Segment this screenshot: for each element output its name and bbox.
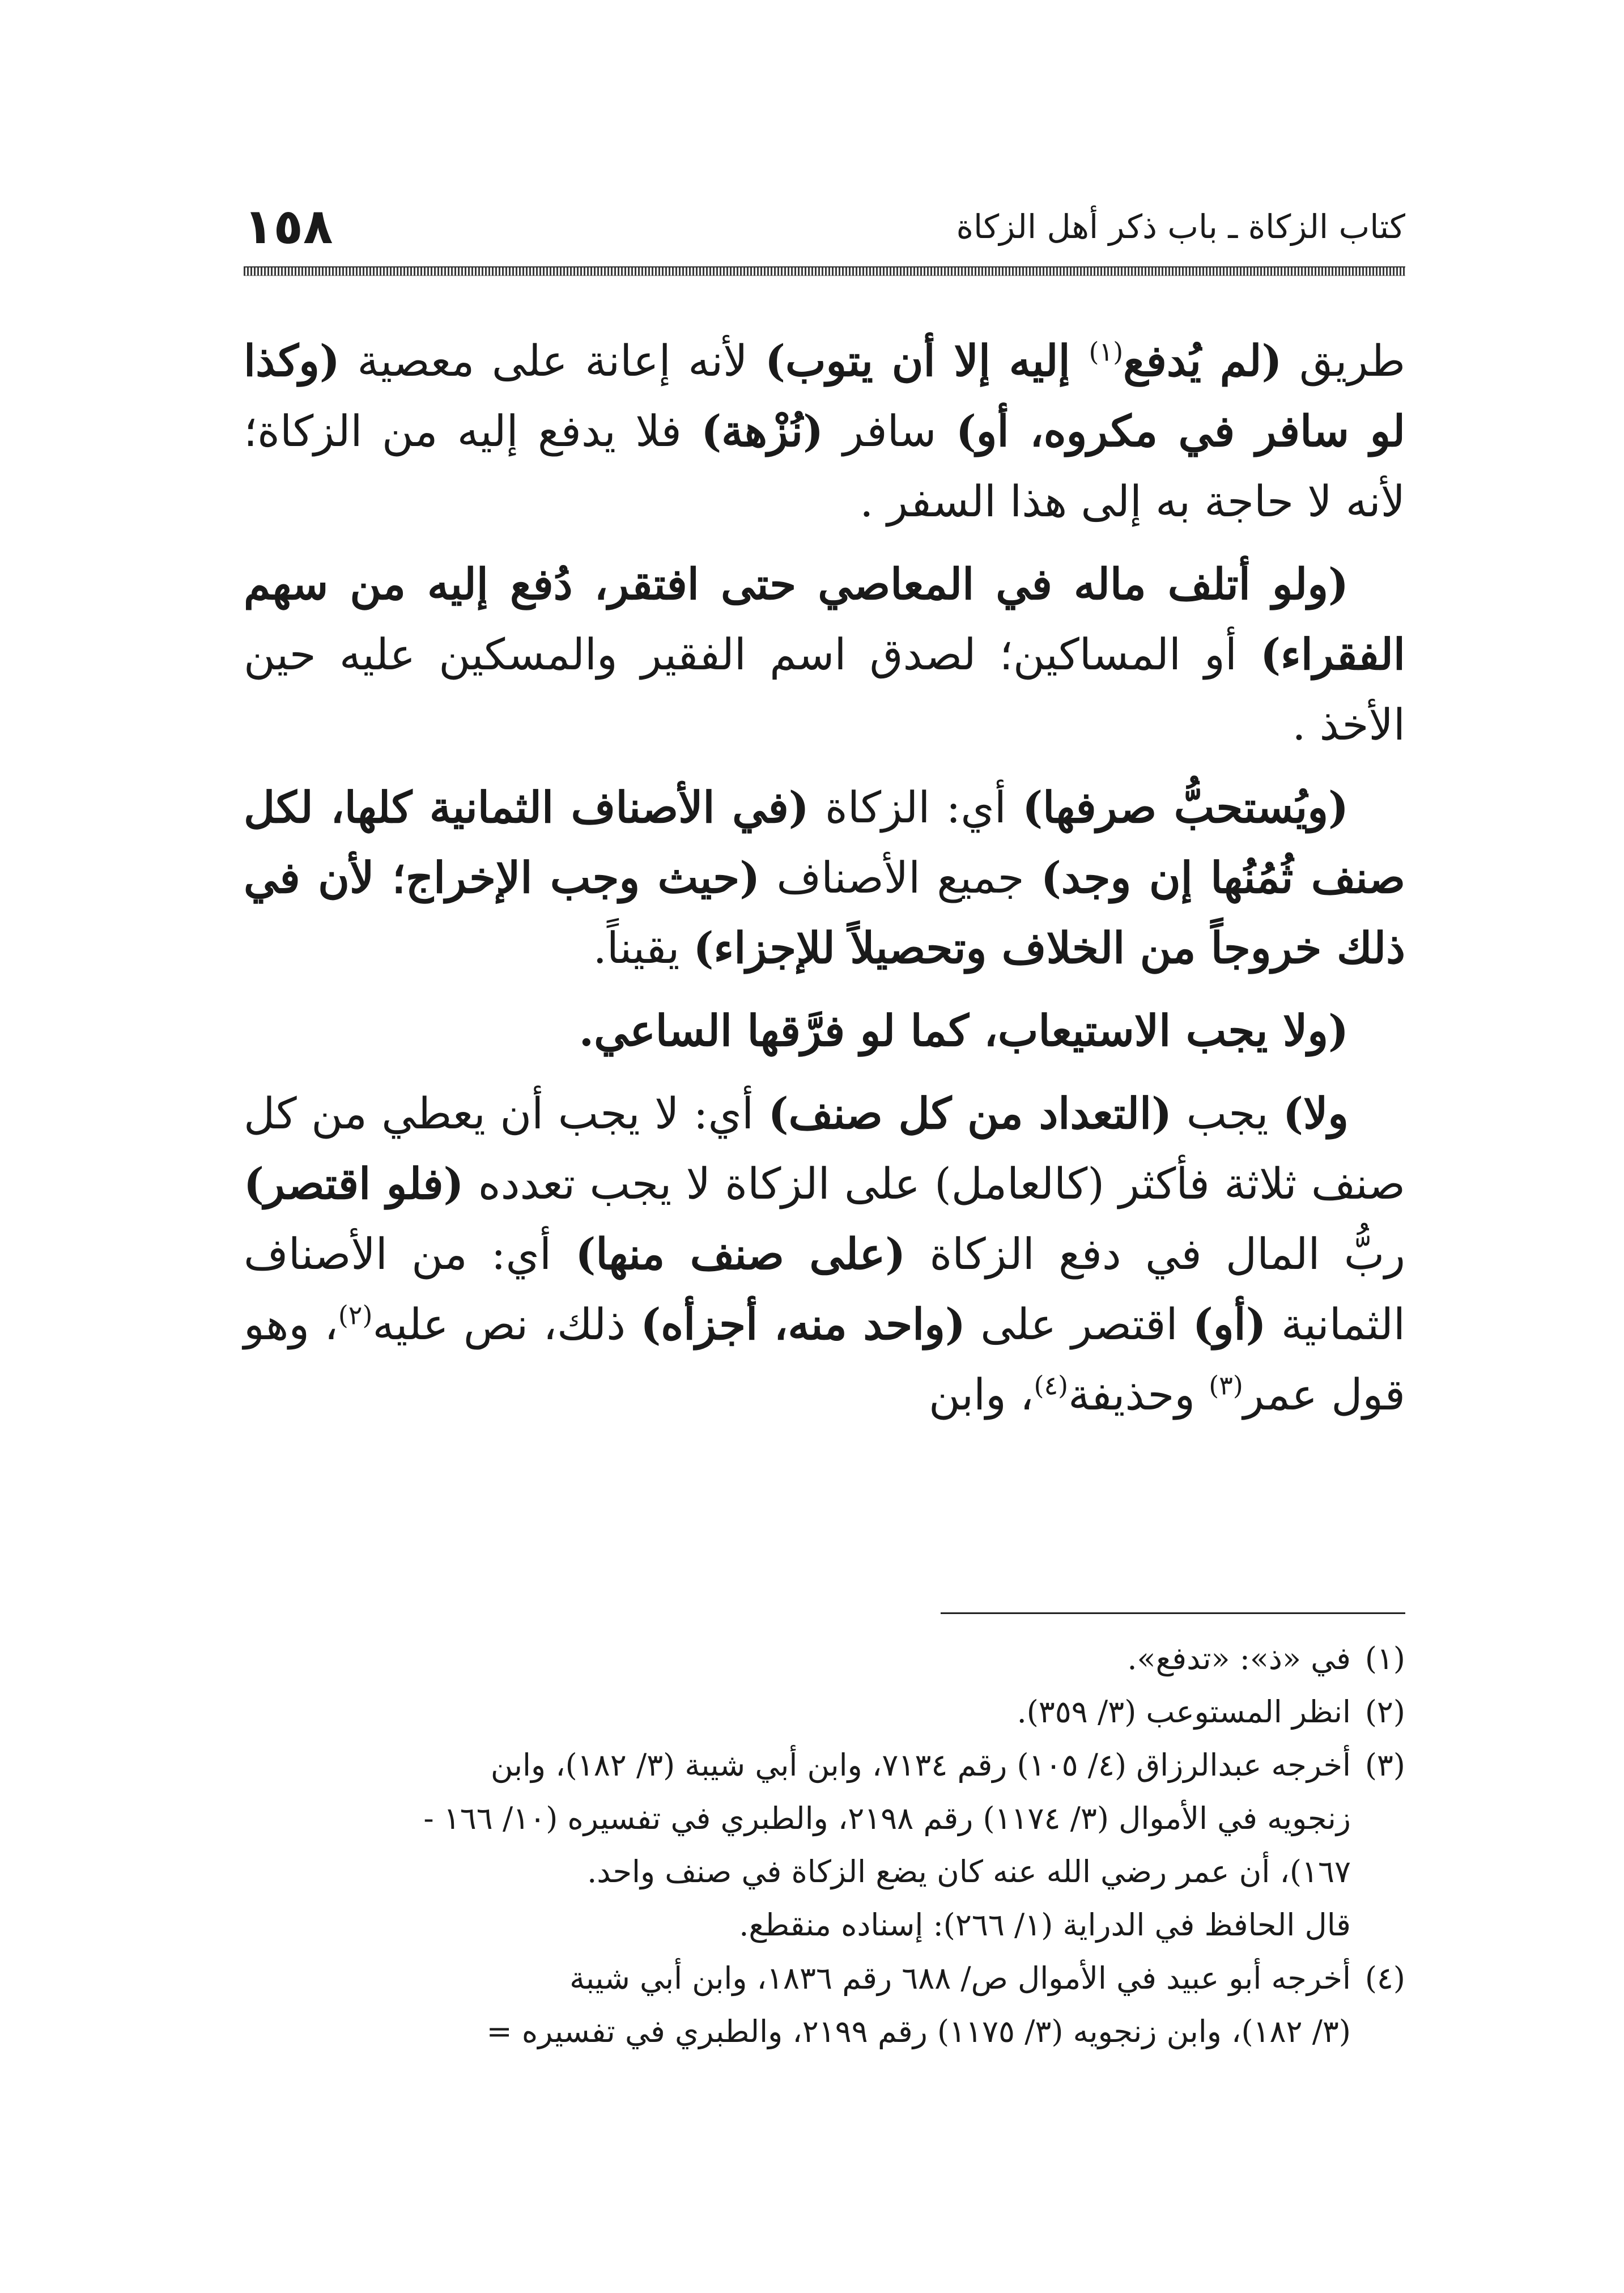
paragraph xyxy=(244,772,1405,983)
bold-text-run: (التعداد من كل صنف) xyxy=(768,1088,1172,1139)
footnotes xyxy=(244,1632,1405,2058)
bold-text-run: (نُزْهة) xyxy=(701,406,824,456)
footnote xyxy=(244,1632,1405,1685)
footnote-text xyxy=(244,1952,1351,2058)
bold-text-run: ولا) xyxy=(1282,1088,1349,1139)
paragraph xyxy=(244,1078,1405,1430)
footnote-reference: (٢) xyxy=(338,1300,373,1331)
text-run: لأنه إعانة على معصية xyxy=(339,336,766,386)
text-run: فلا يدفع إليه من الزكاة؛ لأنه لا حاجة به إلى هذا السفر . xyxy=(244,406,1405,526)
footnote-number: (٤) xyxy=(1364,1960,1405,1996)
bold-text-run: (ولا يجب الاستيعاب، كما لو فرَّقها الساعي. xyxy=(579,1005,1349,1056)
text-run: أو المساكين؛ لصدق اسم الفقير والمسكين عليه حين الأخذ . xyxy=(244,629,1405,750)
bold-text-run: (واحد منه، أجزأه) xyxy=(640,1299,966,1349)
bold-text-run: (ولو أتلف ماله في المعاصي حتى افتقر، دُفع إليه من سهم الفقراء) xyxy=(244,559,1405,680)
text-run: ، وهو قول عمر xyxy=(244,1299,1405,1420)
footnote-reference: (٣) xyxy=(1209,1370,1243,1401)
footnote-line: (٣/ ١٨٢)، وابن زنجويه (٣/ ١١٧٥) رقم ٢١٩٩، والطبري في تفسيره = xyxy=(486,2014,1351,2049)
text-run: جميع الأصناف xyxy=(760,852,1041,903)
bold-text-run: (في الأصناف الثمانية كلها، لكل صنف ثُمُنُها إن وجد) xyxy=(244,782,1406,903)
text-run: أي: الزكاة xyxy=(809,782,1023,833)
paragraph xyxy=(244,326,1405,537)
bold-text-run: (لم يُدفع xyxy=(1123,336,1282,386)
bold-text-run: (فلو اقتصر) xyxy=(244,1158,464,1209)
page-header xyxy=(244,198,1405,261)
text-run: ، وابن xyxy=(928,1369,1034,1420)
text-run: سافر xyxy=(823,406,956,456)
bold-text-run: (ويُستحبُّ صرفها) xyxy=(1022,782,1349,833)
footnote-line: أخرجه عبدالرزاق (٤/ ١٠٥) رقم ٧١٣٤، وابن أبي شيبة (٣/ ١٨٢)، وابن xyxy=(490,1747,1351,1783)
footnote-number: (٢) xyxy=(1364,1694,1405,1730)
header-divider xyxy=(244,266,1405,276)
text-run: أي: لا يجب أن يعطي من كل صنف ثلاثة فأكثر (كالعامل) على الزكاة لا يجب تعدده xyxy=(244,1088,1405,1209)
footnote-line: انظر المستوعب (٣/ ٣٥٩). xyxy=(1017,1694,1351,1730)
footnote-text xyxy=(244,1632,1351,1685)
main-text xyxy=(244,326,1405,1442)
footnote-line: قال الحافظ في الدراية (١/ ٢٦٦): إسناده منقطع. xyxy=(739,1907,1351,1943)
footnote-reference: (٤) xyxy=(1034,1370,1069,1401)
running-title: كتاب الزكاة ـ باب ذكر أهل الزكاة xyxy=(956,207,1405,246)
text-run: ربُّ المال في دفع الزكاة xyxy=(905,1229,1405,1279)
footnote xyxy=(244,1952,1405,2058)
bold-text-run: (أو) xyxy=(1192,1299,1266,1349)
text-run: ذلك، نص عليه xyxy=(372,1299,641,1349)
footnote-line: أخرجه أبو عبيد في الأموال ص/ ٦٨٨ رقم ١٨٣٦، وابن أبي شيبة xyxy=(569,1960,1351,1996)
bold-text-run: (حيث وجب الإخراج؛ لأن في ذلك خروجاً من الخلاف وتحصيلاً للإجزاء) xyxy=(244,852,1405,973)
bold-text-run: (وكذا لو سافر في مكروه، أو) xyxy=(244,336,1406,456)
text-run: وحذيفة xyxy=(1068,1369,1209,1420)
footnote-text xyxy=(244,1685,1351,1739)
paragraph xyxy=(244,996,1405,1066)
footnote-number: (١) xyxy=(1364,1641,1405,1676)
text-run: اقتصر على xyxy=(965,1299,1193,1349)
footnote-number: (٣) xyxy=(1364,1747,1405,1783)
page-number: ١٥٨ xyxy=(244,198,333,255)
footnote-text xyxy=(244,1739,1351,1952)
footnote-divider xyxy=(941,1612,1405,1614)
text-run: يجب xyxy=(1172,1088,1283,1139)
text-run: أي: من الأصناف الثمانية xyxy=(244,1229,1405,1349)
bold-text-run: (على صنف منها) xyxy=(575,1229,906,1279)
footnote-line: زنجويه في الأموال (٣/ ١١٧٤) رقم ٢١٩٨، والطبري في تفسيره (١٠/ ١٦٦ - xyxy=(423,1801,1351,1836)
footnote xyxy=(244,1685,1405,1739)
footnote-line: ١٦٧)، أن عمر رضي الله عنه كان يضع الزكاة في صنف واحد. xyxy=(587,1854,1351,1889)
text-run: طريق xyxy=(1282,336,1405,386)
footnote xyxy=(244,1739,1405,1952)
footnote-line: في «ذ»: «تدفع». xyxy=(1127,1641,1351,1676)
footnote-reference: (١) xyxy=(1089,336,1124,367)
paragraph xyxy=(244,549,1405,760)
text-run: يقيناً. xyxy=(593,923,694,973)
bold-text-run: إليه إلا أن يتوب) xyxy=(765,336,1089,386)
